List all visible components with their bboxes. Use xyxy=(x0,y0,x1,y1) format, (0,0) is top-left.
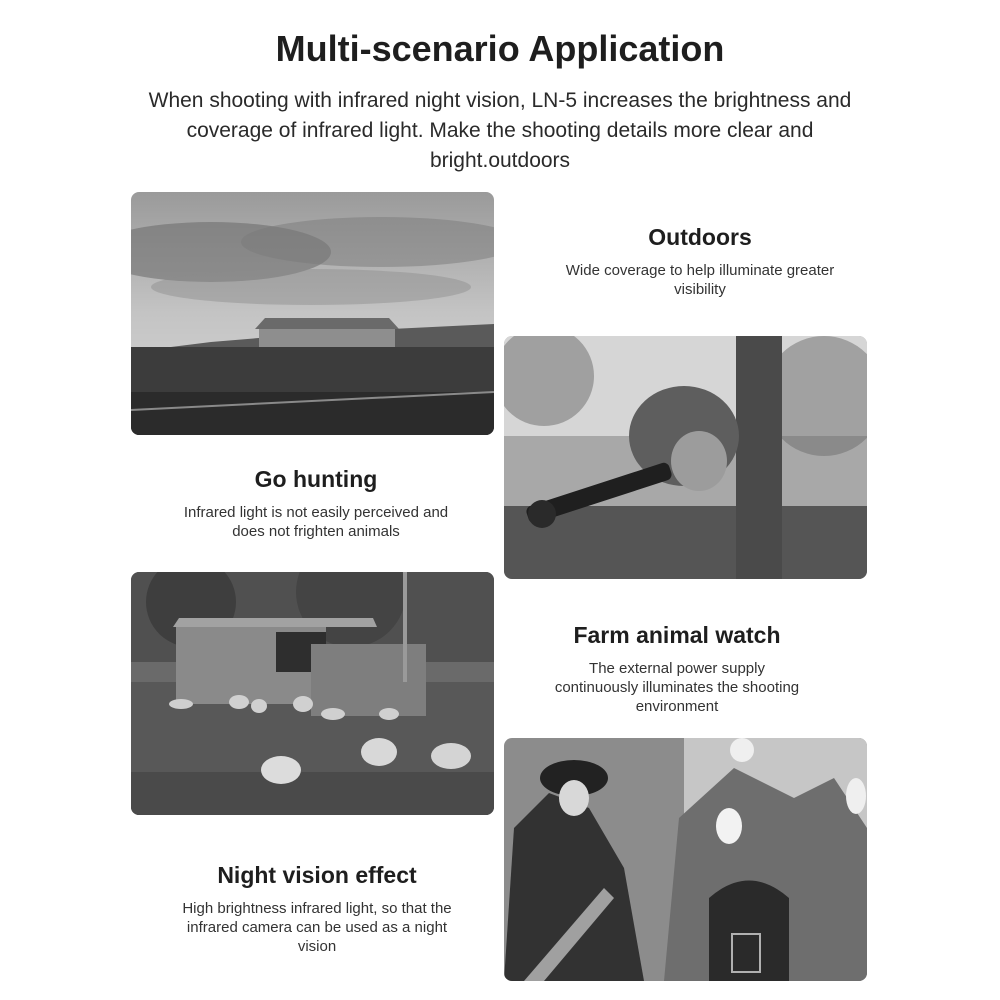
night-vision-photo xyxy=(504,738,867,981)
night-vision-heading: Night vision effect xyxy=(217,862,417,888)
outdoors-description: Wide coverage to help illuminate greater visibility xyxy=(565,262,835,298)
outdoors-block xyxy=(560,224,840,299)
hunting-description: Infrared light is not easily perceived and does not frighten animals xyxy=(183,504,449,540)
farm-photo xyxy=(131,572,494,815)
night-vision-description: High brightness infrared light, so that the infrared camera can be used as a night vision xyxy=(182,900,452,955)
night-vision-block xyxy=(176,862,458,956)
hunting-heading: Go hunting xyxy=(254,466,378,492)
farm-block xyxy=(546,622,808,716)
farm-heading: Farm animal watch xyxy=(573,622,781,648)
farm-description: The external power supply continuously illuminates the shooting environment xyxy=(554,660,800,715)
outdoors-photo xyxy=(131,192,494,435)
page-title: Multi-scenario Application xyxy=(275,28,725,69)
hunting-block xyxy=(171,466,461,541)
hunting-photo xyxy=(504,336,867,579)
outdoors-heading: Outdoors xyxy=(648,224,752,250)
page-subtitle: When shooting with infrared night vision, LN-5 increases the brightness and coverage of infrared light. Make the shooting details more clear and bright.outdoors xyxy=(148,89,852,172)
